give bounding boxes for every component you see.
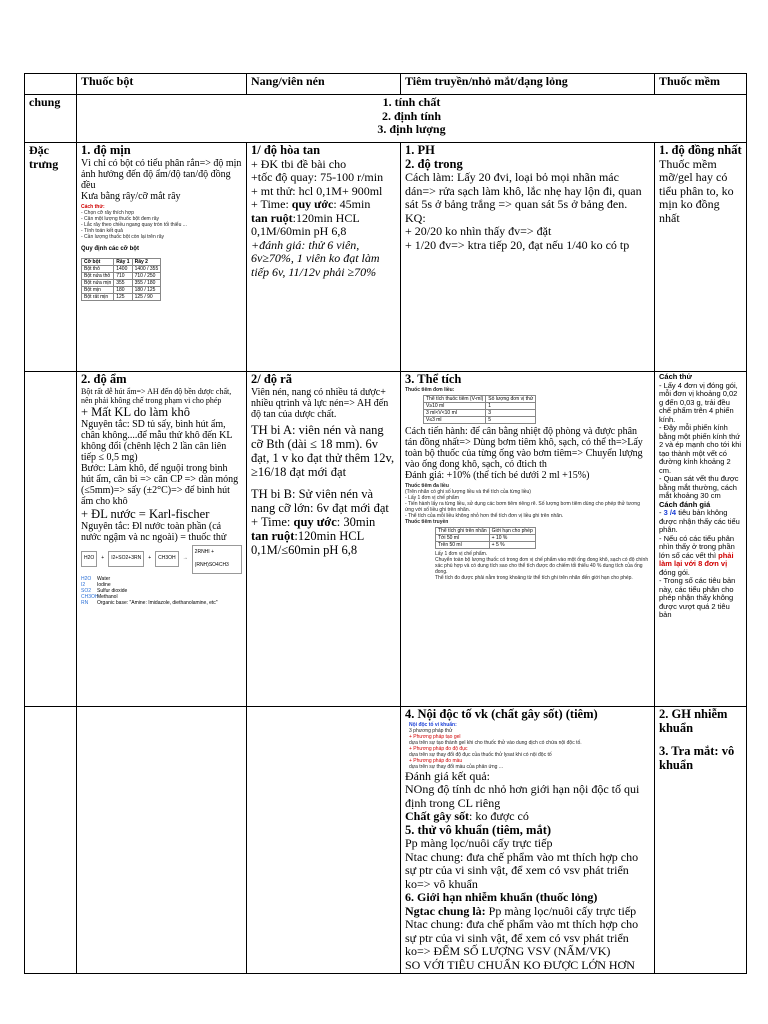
enteric-label: tan ruột bbox=[251, 528, 295, 543]
ointment-method-cell bbox=[655, 372, 747, 707]
thumb-line: dựa trên sự thay đổi độ đục của thuốc thử lysat khi có nội độc tố bbox=[409, 751, 552, 758]
legend-formula: RN bbox=[81, 599, 89, 606]
kf-legend bbox=[81, 576, 242, 606]
volume-cell: 3 bbox=[486, 409, 536, 416]
volume-cell: 1 bbox=[486, 402, 536, 409]
disintegration-intro: Viên nén, nang có nhiều tá dược+ nhiều qtrình và lực nén=> AH đến độ tan của dược chất. bbox=[251, 386, 389, 420]
powder-moisture-cell bbox=[77, 372, 247, 707]
general-content bbox=[77, 95, 747, 143]
microbial-limit-title: 6. Giới hạn nhiễm khuẩn (thuốc lỏng) bbox=[405, 890, 598, 904]
eval-text: đóng gói. bbox=[659, 567, 690, 577]
legend-formula: H2O bbox=[81, 575, 92, 582]
dissolution-evaluation: +đánh giá: thử 6 viên, 6v≥70%, 1 viên ko đạt làm tiếp 6v, 11/12v phải ≥70% bbox=[251, 237, 380, 279]
pyrogen-label: Chất gây sốt bbox=[405, 809, 470, 823]
evaluation-2 bbox=[659, 535, 742, 578]
disintegration-title: 2/ độ rã bbox=[251, 372, 292, 386]
pyrogen-line bbox=[405, 810, 650, 824]
legend-text: Sulfur dioxide bbox=[97, 587, 128, 594]
kf-equation: H2O + I2+SO2+3RN + CH3OH → 2RNHI + (RNH)SO4CH3 bbox=[81, 545, 242, 574]
sieve-cell: Bột mịn bbox=[82, 287, 114, 294]
infusion-cell: + 10 % bbox=[489, 534, 535, 541]
sieve-cell: 125 / 90 bbox=[132, 294, 161, 301]
moisture-intro: Bột rất dễ hút ẩm=> AH đến độ bền dược chất, nên phải không chế trong phạm vi cho phép bbox=[81, 386, 232, 405]
sterility-principle: Ntac chung: đưa chế phẩm vào mt thích hợp cho sự ptr của vi sinh vật, để xem có vsv phát triển ko=> vô khuẩn bbox=[405, 849, 639, 891]
disintegration-time bbox=[251, 515, 396, 529]
infusion-header: Thể tích ghi trên nhãn bbox=[436, 527, 490, 534]
comparison-table bbox=[24, 73, 747, 974]
general-line-3: 3. định lượng bbox=[377, 122, 446, 136]
infusion-cell: + 5 % bbox=[489, 541, 535, 548]
clarity-result-1: + 20/20 ko nhìn thấy đv=> đặt bbox=[405, 224, 552, 238]
thumb-head: Cách thử: bbox=[81, 203, 105, 210]
thumb-line: - Cần lượng thuốc bột còn lại trên rây bbox=[81, 233, 165, 240]
capsule-disintegration-cell bbox=[247, 372, 401, 707]
sieve-cell: Bột thô bbox=[82, 266, 114, 273]
thumb-line: - Chọn cỡ rây thích hợp bbox=[81, 209, 134, 216]
disintegration-enteric bbox=[251, 529, 396, 557]
sieve-header: Rây 2 bbox=[132, 259, 161, 266]
sieve-cell: 710 / 250 bbox=[132, 273, 161, 280]
sieve-header: Cỡ bột bbox=[82, 259, 114, 266]
volume-evaluation: Đánh giá: +10% (thể tích bé dưới 2 ml +15%) bbox=[405, 469, 590, 481]
clarity-result-label: KQ: bbox=[405, 210, 426, 225]
characteristics-label: Đặc trưng bbox=[25, 143, 77, 372]
infusion-line: Lấy 1 đơn vị chế phẩm. bbox=[435, 550, 488, 557]
legend-formula: SO2 bbox=[81, 587, 92, 594]
injection-ph-cell bbox=[401, 143, 655, 372]
volume-header: Số lượng đơn vị thử bbox=[486, 395, 536, 402]
volume-title: 3. Thể tích bbox=[405, 372, 462, 386]
sieve-cell: 180 / 125 bbox=[132, 287, 161, 294]
sieve-cell: 125 bbox=[114, 294, 132, 301]
infusion-table bbox=[435, 527, 536, 549]
multidose-line: - Thể tích của mỗi liều không nhỏ hơn thể tích đơn vị liều ghi trên nhãn. bbox=[405, 512, 564, 519]
lod-principle: Nguyên tắc: SD tủ sấy, bình hút ẩm, chân không....để mẫu thử khô đến KL không đổi (chênh lệch 2 lần cân liên tiếp ≤ 0,5 mg) bbox=[81, 418, 233, 463]
row3-powder bbox=[77, 707, 247, 974]
header-injection: Tiêm truyền/nhỏ mắt/dạng lỏng bbox=[401, 74, 655, 95]
header-ointment: Thuốc mềm bbox=[655, 74, 747, 95]
row2-label bbox=[25, 372, 77, 707]
microbial-limit: SO VỚI TIÊU CHUẨN KO ĐƯỢC LỚN HƠN bbox=[405, 957, 635, 972]
dissolution-line1: + ĐK tbi đề bài cho bbox=[251, 156, 347, 171]
lod-steps: Bước: Làm khô, để nguội trong bình hút ẩm, cân bì => cân CP => dàn mỏng (≤5mm)=> sấy (±2°C)=> để bình hút ẩm cho khô bbox=[81, 462, 239, 507]
method-step-1: - Lấy 4 đơn vị đóng gói, mỗi đơn vị khoảng 0,02 g đến 0,03 g, trải đều chế phẩm trên 4 phiến kính. bbox=[659, 380, 738, 424]
legend-formula: I2 bbox=[81, 581, 86, 588]
thumb-line: dựa trên sự tạo thành gel khi cho thuốc thử vào dung dịch có chứa nội độc tố. bbox=[409, 739, 582, 746]
volume-cell: V≥10 ml bbox=[424, 402, 486, 409]
volume-table bbox=[423, 395, 536, 424]
dissolution-title: 1/ độ hòa tan bbox=[251, 143, 321, 157]
method-head: Cách thử bbox=[659, 372, 692, 381]
uniformity-title: 1. độ đồng nhất bbox=[659, 143, 742, 157]
characteristics-row bbox=[25, 143, 747, 372]
legend-text: Methanol bbox=[97, 593, 118, 600]
sieve-cell: Bột nửa thô bbox=[82, 273, 114, 280]
header-row bbox=[25, 74, 747, 95]
microbial-method bbox=[405, 905, 650, 919]
method-step-2: - Đậy mỗi phiến kính bằng một phiến kính thứ 2 và ép mạnh cho tới khi tạo thành một vết có đường kính khoảng 2 cm. bbox=[659, 423, 742, 475]
volume-cell: 3 ml<V<10 ml bbox=[424, 409, 486, 416]
thumb-line: dựa trên sự thay đổi màu của phản ứng ... bbox=[409, 763, 503, 770]
sieve-cell: 355 / 180 bbox=[132, 280, 161, 287]
dissolution-line3: + mt thử: hcl 0,1M+ 900ml bbox=[251, 183, 383, 198]
clarity-method: Cách làm: Lấy 20 đvi, loại bỏ mọi nhãn mác dán=> rửa sạch làm khô, lắc nhẹ hay lộn đi, quan sát 5s ở bảng trắng => quan sát 5s ở bảng đen. bbox=[405, 170, 642, 211]
thumb-head: Nội độc tố vi khuẩn: bbox=[409, 721, 457, 728]
clarity-result-2: + 1/20 đv=> ktra tiếp 20, đạt nếu 1/40 ko có tp bbox=[405, 237, 630, 252]
header-capsule: Nang/viên nén bbox=[247, 74, 401, 95]
method-value: Pp màng lọc/nuôi cấy trực tiếp bbox=[485, 903, 637, 918]
multidose-thumbnail bbox=[405, 483, 650, 525]
legend-text: Iodine bbox=[97, 581, 111, 588]
time-label: + Time: bbox=[251, 514, 294, 529]
row3-label bbox=[25, 707, 77, 974]
method-step-3: - Quan sát vết thu được bằng mắt thường, cách mắt khoảng 30 cm bbox=[659, 474, 739, 500]
time-value: : 30min bbox=[336, 514, 376, 529]
endotoxin-thumbnail bbox=[409, 722, 650, 770]
clarity-title: 2. độ trong bbox=[405, 156, 463, 171]
karl-fischer: + ĐL nước = Karl-fischer bbox=[81, 506, 210, 521]
powder-fineness-cell bbox=[77, 143, 247, 372]
evaluation-1 bbox=[659, 509, 742, 535]
eval-text: tiêu bản không được nhận thấy các tiểu phân. bbox=[659, 508, 740, 534]
equation-term: I2+SO2+3RN bbox=[108, 551, 144, 567]
row3-capsule bbox=[247, 707, 401, 974]
thumb-line: + Phương pháp đo màu bbox=[409, 757, 463, 764]
dissolution-enteric bbox=[251, 212, 396, 239]
microbial-principle: Ntac chung: đưa chế phẩm vào mt thích hợp cho sự ptr của vi sinh vật, để xem có vsv phát triển ko=> ĐẾM SỐ LƯỢNG VSV (NẤM/VK) bbox=[405, 917, 639, 958]
header-empty bbox=[25, 74, 77, 95]
legend-text: Water bbox=[97, 575, 111, 582]
volume-header: Thể tích thuốc tiêm (V-ml) bbox=[424, 395, 486, 402]
equation-term: H2O bbox=[81, 551, 97, 567]
thumb-line: - Lắc rây theo chiều ngang quay tròn tối thiểu ... bbox=[81, 221, 187, 228]
time-label: + Time: bbox=[251, 197, 292, 211]
powder-fineness-line2: Kưa bằng rây/cỡ mắt rây bbox=[81, 190, 181, 202]
equation-term: 2RNHI + (RNH)SO4CH3 bbox=[192, 545, 242, 574]
injection-endotoxin-cell bbox=[401, 707, 655, 974]
sieve-header: Rây 1 bbox=[114, 259, 132, 266]
thumb-line: - Tính toán kết quả bbox=[81, 227, 123, 234]
infusion-line: Thể tích đo được phải nằm trong khoảng từ thể tích ghi trên nhãn đến giới hạn cho phép. bbox=[435, 574, 633, 581]
ointment-uniformity-cell bbox=[655, 143, 747, 372]
endotoxin-eval: NOng độ tính dc nhỏ hơn giới hạn nội độc tố qui định trong CL riêng bbox=[405, 782, 640, 810]
sieve-cell: 1400 / 355 bbox=[132, 266, 161, 273]
evaluation-head: Cách đánh giá bbox=[659, 499, 711, 509]
enteric-value: :120min HCL 0,1M/≤60min pH 6,8 bbox=[251, 528, 364, 557]
endotoxin-title: 4. Nội độc tố vk (chất gây sốt) (tiêm) bbox=[405, 707, 598, 721]
kf-principle: Nguyên tắc: Đl nước toàn phần (cả nước ngậm và nc ngoài) = thuốc thử bbox=[81, 520, 227, 543]
eval-text: - bbox=[659, 508, 664, 517]
header-powder: Thuốc bột bbox=[77, 74, 247, 95]
eval-highlight: 3 /4 bbox=[663, 508, 677, 517]
infusion-cell: Trên 50 ml bbox=[436, 541, 490, 548]
sieve-cell: Bột rất mịn bbox=[82, 294, 114, 301]
endotoxin-eval-label: Đánh giá kết quả: bbox=[405, 768, 490, 783]
disintegration-case-b: TH bi B: Sử viên nén và nang cỡ lớn: 6v đạt mới đạt bbox=[251, 486, 389, 515]
thumb-line: + Phương pháp đo độ đục bbox=[409, 745, 468, 752]
equation-term: CH3OH bbox=[155, 551, 179, 567]
sterility-method: Pp màng lọc/nuôi cấy trực tiếp bbox=[405, 836, 553, 850]
pyrogen-value: : ko được có bbox=[469, 809, 529, 823]
row-2 bbox=[25, 372, 747, 707]
ointment-microbial-title: 2. GH nhiễm khuẩn bbox=[659, 707, 728, 735]
eval-highlight: phải làm lại với 8 đơn vị bbox=[659, 550, 734, 568]
legend-formula: CH3OH bbox=[81, 593, 99, 600]
row-3 bbox=[25, 707, 747, 974]
thumb-line: 3 phương pháp thử bbox=[409, 727, 453, 734]
convention-label: quy ước bbox=[293, 514, 337, 529]
multidose-line: (Trên nhãn có ghi số lượng liều và thể tích của từng liều) bbox=[405, 488, 531, 495]
sieve-cell: Bột nửa mịn bbox=[82, 280, 114, 287]
legend-item bbox=[81, 600, 242, 606]
infusion-header: Giới hạn cho phép bbox=[489, 527, 535, 534]
infusion-thumbnail bbox=[435, 551, 650, 581]
volume-single-dose-head: Thuốc tiêm đơn liều: bbox=[405, 386, 455, 393]
sieve-table-title: Quy định các cỡ bột bbox=[81, 245, 139, 252]
sterility-title: 5. thử vô khuẩn (tiêm, mắt) bbox=[405, 822, 552, 837]
sieve-cell: 710 bbox=[114, 273, 132, 280]
ph-title: 1. PH bbox=[405, 143, 435, 157]
sieve-cell: 180 bbox=[114, 287, 132, 294]
general-line-1: 1. tính chất bbox=[382, 95, 441, 109]
sieve-size-table bbox=[81, 258, 161, 301]
general-line-2: 2. định tính bbox=[381, 108, 442, 123]
general-label: chung bbox=[25, 95, 77, 143]
disintegration-case-a: TH bi A: viên nén và nang cỡ Bth (dài ≤ 18 mm). 6v đạt, 1 v ko đạt thử thêm 12v, ≥16/18 đạt mới đạt bbox=[251, 422, 395, 479]
multidose-line: - Lấy 1 đơn vị chế phẩm bbox=[405, 494, 459, 501]
evaluation-3: - Trong số các tiêu bản này, các tiểu phân cho phép nhận thấy không được vượt quá 2 tiêu bản bbox=[659, 576, 736, 619]
injection-volume-cell bbox=[401, 372, 655, 707]
volume-procedure: Cách tiến hành: để cân bằng nhiệt độ phòng và được phân tán đồng nhất=> Dùng bơm tiêm khô, sạch, có thể th=>Lấy toàn bộ thuốc của từng ống vào bơm tiêm=> Chuyển lượng vào ống đong khô, sạch, có đtich th bbox=[405, 425, 643, 470]
infusion-cell: Tới 50 ml bbox=[436, 534, 490, 541]
moisture-title: 2. độ ẩm bbox=[81, 372, 127, 386]
thumb-line: - Cân một lượng thuốc bột đem rây bbox=[81, 215, 160, 222]
volume-cell: V≤3 ml bbox=[424, 416, 486, 423]
convention-label: quy ước bbox=[291, 197, 334, 211]
eye-sterility-title: 3. Tra mắt: vô khuẩn bbox=[659, 744, 735, 772]
powder-fineness-line1: Vì chỉ có bột có tiểu phân rắn=> độ mịn ảnh hưởng đến độ ẩm/độ tan/độ đồng đều bbox=[81, 157, 242, 191]
uniformity-text: Thuốc mềm mỡ/gel hay có tiểu phân to, ko mịn ko đồng nhất bbox=[659, 156, 734, 225]
infusion-line: Chuyển toàn bộ lượng thuốc có trong đơn vị chế phẩm vào một ống đong khô, sạch có độ chính xác phù hợp và có dung tích sao cho thể tích được đo chiếm tối thiểu 40 % dung tích của ống đong. bbox=[435, 556, 649, 575]
legend-text: Organic base: "Amine: Imidazole, diethanolamine, etc" bbox=[97, 599, 218, 606]
sieve-cell: 355 bbox=[114, 280, 132, 287]
dissolution-line2: +tốc độ quay: 75-100 r/min bbox=[251, 170, 384, 184]
eval-text: - Nếu có các tiểu phân nhìn thấy ở trong phần lớn số các vết thì bbox=[659, 533, 735, 560]
powder-method-thumbnail bbox=[81, 204, 242, 240]
volume-cell: 5 bbox=[486, 416, 536, 423]
ointment-microbial-cell bbox=[655, 707, 747, 974]
loss-on-drying: + Mất KL do làm khô bbox=[81, 404, 191, 419]
time-value: : 45min bbox=[333, 197, 371, 211]
powder-fineness-title: 1. độ mịn bbox=[81, 143, 131, 157]
general-row bbox=[25, 95, 747, 143]
method-label: Ngtac chung là: bbox=[405, 903, 486, 918]
dissolution-time bbox=[251, 198, 396, 212]
capsule-dissolution-cell bbox=[247, 143, 401, 372]
sieve-cell: 1400 bbox=[114, 266, 132, 273]
multidose-head: Thuốc tiêm đa liều bbox=[405, 482, 449, 489]
multidose-line: - Tiến hành lấy ra từng liều, sử dụng các bơm tiêm riêng rẽ. Số lượng bơm tiêm dùng cho phép thử tương ứng với số liều ghi trên nhãn. bbox=[405, 500, 640, 513]
thumb-line: + Phương pháp tạo gel bbox=[409, 733, 461, 740]
infusion-head: Thuốc tiêm truyền bbox=[405, 518, 449, 525]
enteric-label: tan ruột bbox=[251, 210, 293, 225]
enteric-value: :120min HCL 0,1M/60min pH 6,8 bbox=[251, 210, 360, 238]
